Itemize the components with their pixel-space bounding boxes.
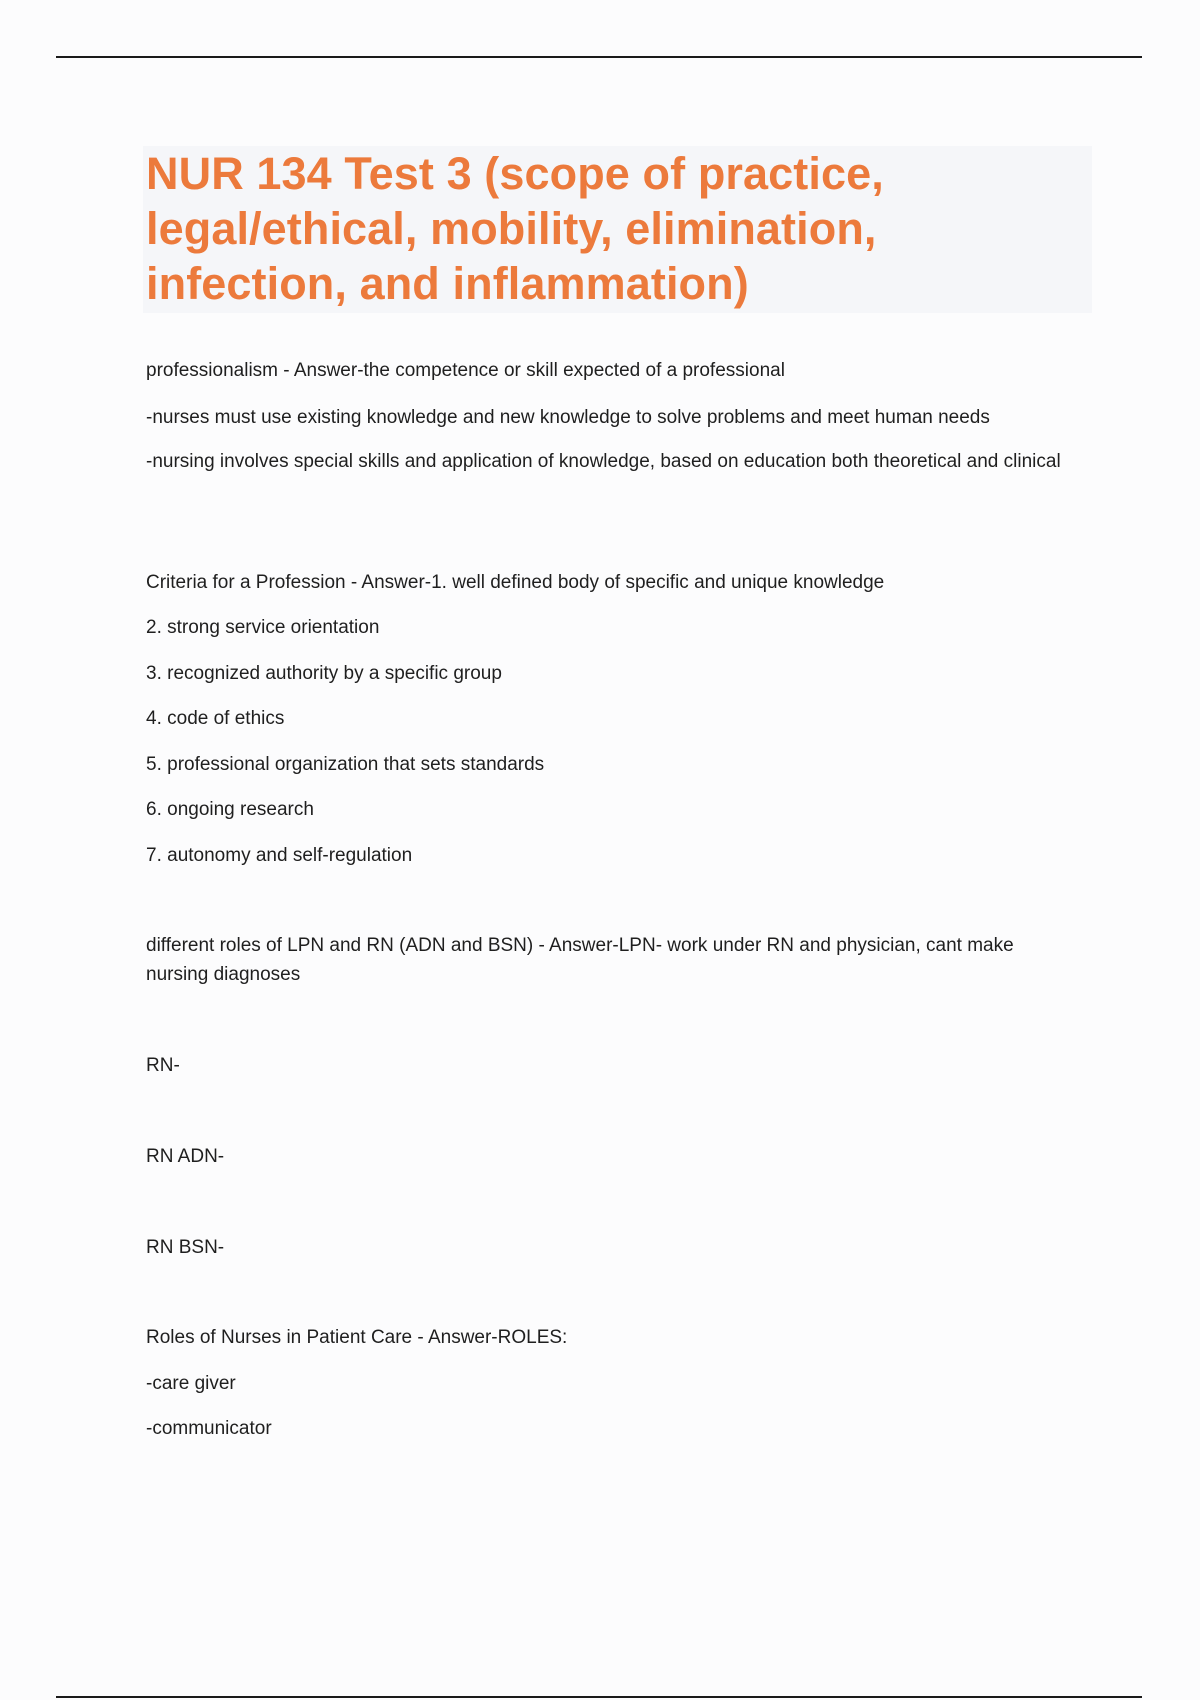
paragraph-rn: RN-	[146, 1055, 180, 1076]
bottom-divider	[56, 1696, 1142, 1698]
list-item-criteria-2: 2. strong service orientation	[146, 617, 380, 638]
list-item-communicator: -communicator	[146, 1418, 272, 1439]
paragraph-rn-adn: RN ADN-	[146, 1146, 225, 1167]
document-title: NUR 134 Test 3 (scope of practice, legal/ethical, mobility, elimination, infection, and inflammation)	[146, 148, 884, 309]
list-item-criteria-3: 3. recognized authority by a specific group	[146, 663, 502, 684]
paragraph-roles-of-nurses: Roles of Nurses in Patient Care - Answer-ROLES:	[146, 1327, 568, 1348]
list-item-criteria-7: 7. autonomy and self-regulation	[146, 845, 413, 866]
list-item-criteria-5: 5. professional organization that sets standards	[146, 754, 545, 775]
paragraph-criteria-profession: Criteria for a Profession - Answer-1. well defined body of specific and unique knowledge	[146, 572, 885, 593]
paragraph-nursing-skills: -nursing involves special skills and application of knowledge, based on education both theoretical and clinical	[146, 451, 1061, 472]
paragraph-rn-bsn: RN BSN-	[146, 1237, 225, 1258]
top-divider	[56, 56, 1142, 58]
list-item-criteria-6: 6. ongoing research	[146, 799, 314, 820]
paragraph-lpn-rn-roles: different roles of LPN and RN (ADN and BSN) - Answer-LPN- work under RN and physician, cant make nursing diagnoses	[146, 935, 1014, 985]
paragraph-nurses-knowledge: -nurses must use existing knowledge and new knowledge to solve problems and meet human needs	[146, 407, 990, 428]
list-item-care-giver: -care giver	[146, 1373, 236, 1394]
list-item-criteria-4: 4. code of ethics	[146, 708, 285, 729]
paragraph-professionalism: professionalism - Answer-the competence or skill expected of a professional	[146, 360, 785, 381]
